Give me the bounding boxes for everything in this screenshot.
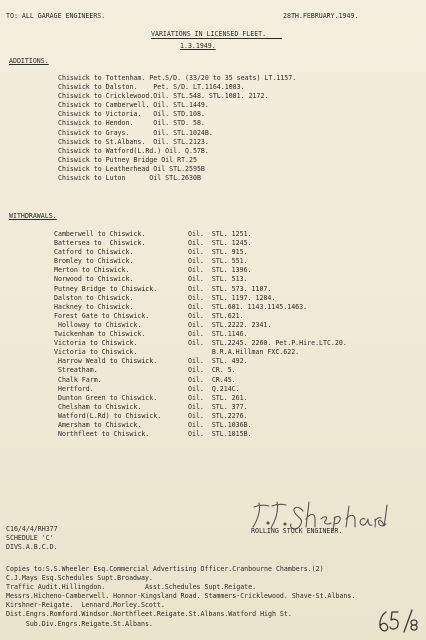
- withdrawal-detail: Oil. STL. 261.: [188, 393, 248, 402]
- handwritten-page-mark: [374, 606, 422, 636]
- withdrawal-row: [54, 430, 414, 439]
- withdrawal-route: Camberwell to Chiswick.: [54, 230, 146, 238]
- withdrawal-detail: Oil. STL. 1251.: [188, 230, 252, 238]
- addition-row: Chiswick to St.Albans. Oil. STL.2123.: [58, 137, 209, 146]
- withdrawal-route: Hackney to Chiswick.: [54, 302, 134, 311]
- memo-recipient: TO: ALL GARAGE ENGINEERS.: [6, 12, 106, 20]
- reference-divisions: DIVS.A.B.C.D.: [6, 543, 58, 551]
- withdrawal-row: [54, 239, 414, 248]
- withdrawal-row: [54, 275, 414, 284]
- withdrawal-route: Amersham to Chiswick.: [54, 420, 142, 429]
- withdrawal-detail: Oil. STL.2276.: [188, 411, 248, 420]
- memo-title: VARIATIONS IN LICENSED FLEET.: [151, 30, 267, 38]
- withdrawal-row: [54, 266, 414, 275]
- additions-heading: ADDITIONS.: [9, 57, 49, 65]
- withdrawal-detail: Oil. STL.2245. 2260. Pet.P.Hire.LTC.20.: [188, 339, 347, 348]
- withdrawal-row: [54, 403, 414, 412]
- withdrawal-row: [54, 357, 414, 366]
- title-underline: [151, 38, 282, 39]
- withdrawal-row: [54, 366, 414, 375]
- withdrawal-row: [54, 248, 414, 257]
- signatory-department: ROLLING STOCK ENGINEER.: [251, 527, 343, 535]
- withdrawal-detail: Oil. STL. 1197. 1284.: [188, 293, 276, 302]
- copies-line: Sub.Div.Engrs.Reigate.St.Albans.: [6, 619, 153, 628]
- copies-line: C.J.Mays Esq.Schedules Supt.Broadway.: [6, 574, 153, 583]
- copies-line: Traffic Audit.Hillingdon. Asst.Schedules Supt.Reigate.: [6, 583, 257, 592]
- withdrawal-row: [54, 385, 414, 394]
- reference-schedule: SCHEDULE 'C': [6, 534, 54, 542]
- addition-row: Chiswick to Tottenham. Pet.S/D. (33/20 to 35 seats) LT.1157.: [58, 74, 297, 82]
- withdrawal-row: [54, 348, 414, 357]
- addition-row: Chiswick to Luton Oil STL.2630B: [58, 174, 201, 183]
- addition-row: Chiswick to Hendon. Oil. STD. 58.: [58, 119, 205, 128]
- withdrawal-row: [54, 312, 414, 321]
- withdrawal-route: Chelsham to Chiswick.: [54, 402, 142, 411]
- withdrawal-detail: Oil. STL. 1245.: [188, 239, 252, 248]
- withdrawal-detail: Oil. STL. 1396.: [188, 266, 252, 275]
- withdrawal-row: [54, 294, 414, 303]
- withdrawal-route: Catford to Chiswick.: [54, 248, 134, 257]
- withdrawal-detail: Oil. CR.45.: [188, 375, 236, 384]
- withdrawal-detail: Oil. STL.2222. 2341.: [188, 320, 272, 329]
- copies-list: [6, 565, 355, 629]
- withdrawal-route: Merton to Chiswick.: [54, 266, 130, 275]
- withdrawal-route: Northfleet to Chiswick.: [54, 430, 150, 439]
- withdrawal-route: Victoria to Chiswick.: [54, 339, 138, 348]
- copies-line: Messrs.Hicheno-Camberwell. Honnor-Kingsland Road. Stammers-Cricklewood. Shave-St.Albans.: [6, 592, 356, 601]
- copies-line: Kirshner-Reigate. Lennard.Morley.Scott.: [6, 601, 165, 610]
- withdrawal-detail: Oil. STL.1015B.: [188, 430, 252, 439]
- withdrawal-detail: Oil. STL. 513.: [188, 275, 248, 284]
- copies-line: Dist.Engrs.Romford.Windsor.Northfleet.Reigate.St.Albans.Watford High St.: [6, 610, 292, 619]
- withdrawal-detail: Oil. STL. 551.: [188, 257, 248, 266]
- withdrawals-heading: WITHDRAWALS.: [9, 212, 57, 220]
- withdrawal-row: [54, 285, 414, 294]
- addition-row: Chiswick to Watford(L.Rd.) Oil. Q.57B.: [58, 146, 209, 155]
- withdrawal-route: Victoria to Chiswick.: [54, 348, 138, 357]
- withdrawal-route: Twickenham to Chiswick.: [54, 330, 146, 339]
- withdrawal-detail: Oil. Q.214C.: [188, 384, 240, 393]
- withdrawal-detail: Oil. STL. 377.: [188, 402, 248, 411]
- withdrawal-row: [54, 339, 414, 348]
- withdrawal-detail: Oil. STL.681. 1143.1145.1463.: [188, 302, 308, 311]
- memo-effective-date: 1.3.1949.: [180, 42, 216, 50]
- withdrawal-route: Streatham.: [54, 366, 98, 375]
- withdrawal-detail: Oil. STL. 492.: [188, 357, 248, 366]
- withdrawal-detail: Oil. CR. 5.: [188, 366, 236, 375]
- withdrawal-route: Dunton Green to Chiswick.: [54, 393, 158, 402]
- withdrawal-row: [54, 376, 414, 385]
- withdrawal-detail: Oil. STL.1146.: [188, 330, 248, 339]
- withdrawal-route: Holloway to Chiswick.: [54, 320, 142, 329]
- withdrawal-detail: Oil. STL. 915.: [188, 248, 248, 257]
- withdrawal-route: Harrow Weald to Chiswick.: [54, 357, 158, 366]
- withdrawal-route: Putney Bridge to Chiswick.: [54, 284, 158, 293]
- withdrawal-row: [54, 321, 414, 330]
- addition-row: Chiswick to Camberwell. Oil. STL.1449.: [58, 101, 209, 110]
- withdrawal-route: Battersea to Chiswick.: [54, 239, 146, 248]
- memo-date: 28TH.FEBRUARY.1949.: [283, 12, 359, 20]
- withdrawal-route: Forest Gate to Chiswick.: [54, 311, 150, 320]
- reference-number: C16/4/4/RH377: [6, 525, 58, 533]
- withdrawals-list: [54, 230, 414, 439]
- withdrawal-detail: B.R.A.Hillman FXC.622.: [188, 348, 300, 357]
- withdrawal-route: Hertford.: [54, 384, 94, 393]
- addition-row: Chiswick to Grays. Oil. STL.1024B.: [58, 128, 213, 137]
- withdrawal-route: Bromley to Chiswick.: [54, 257, 134, 266]
- withdrawal-row: [54, 394, 414, 403]
- withdrawal-detail: Oil. STL. 573. 1107.: [188, 284, 272, 293]
- withdrawal-row: [54, 412, 414, 421]
- withdrawal-row: [54, 257, 414, 266]
- addition-row: Chiswick to Cricklewood.Oil. STL.548. STL.1081. 2172.: [58, 92, 269, 101]
- withdrawal-row: [54, 303, 414, 312]
- withdrawal-detail: Oil. STL.621.: [188, 311, 244, 320]
- copies-line: Copies to:S.S.Wheeler Esq.Commercial Advertising Officer.Cranbourne Chambers.(2): [6, 565, 324, 573]
- withdrawal-route: Chalk Farm.: [54, 375, 102, 384]
- withdrawal-route: Norwood to Chiswick.: [54, 275, 134, 284]
- addition-row: Chiswick to Victoria. Oil. STD.108.: [58, 110, 205, 119]
- withdrawal-row: [54, 330, 414, 339]
- addition-row: Chiswick to Putney Bridge Oil RT.25: [58, 155, 197, 164]
- addition-row: Chiswick to Leatherhead Oil STL.2595B: [58, 164, 205, 173]
- addition-row: Chiswick to Dalston. Pet. S/D. LT.1164.1083.: [58, 83, 245, 92]
- withdrawal-row: [54, 421, 414, 430]
- withdrawal-detail: Oil. STL.1036B.: [188, 420, 252, 429]
- withdrawal-route: Watford(L.Rd) to Chiswick.: [54, 411, 162, 420]
- withdrawal-row: [54, 230, 414, 239]
- additions-list: [58, 74, 296, 183]
- withdrawal-route: Dalston to Chiswick.: [54, 293, 134, 302]
